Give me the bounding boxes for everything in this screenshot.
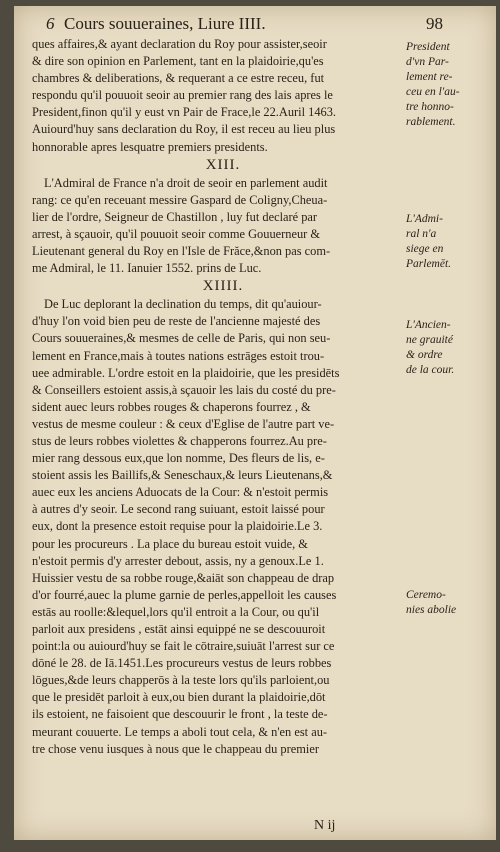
- section-heading-13: XIII.: [205, 156, 241, 173]
- section-heading-14: XIIII.: [202, 278, 244, 295]
- text-line: sident auec leurs robbes rouges & chaperons fourrez , &: [32, 399, 311, 414]
- folio-number: 98: [426, 14, 443, 33]
- text-line: De Luc deplorant la declination du temps, dit qu'auiour-: [44, 297, 322, 312]
- text-line: chambres & deliberations, & requerant a ce estre receu, fut: [32, 71, 325, 86]
- margin-line: ne grauité: [406, 334, 453, 346]
- page-number: 6: [46, 14, 55, 33]
- text-line: stoient assis les Baillifs,& Seneschaux,& leurs Lieutenans,&: [32, 468, 333, 483]
- text-line: & Conseillers estoient assis,à sçauoir les lais du costé du pre-: [32, 382, 336, 397]
- text-line: stus de leurs robbes violettes & chapperons fourrez.Au pre-: [32, 433, 327, 448]
- book-page: [14, 6, 496, 840]
- margin-line: de la cour.: [406, 364, 455, 376]
- margin-line: Parlemēt.: [406, 258, 452, 270]
- margin-line: Ceremo-: [406, 589, 446, 601]
- text-line: arrest, à sçauoir, qu'il pouuoit seoir comme Gouuerneur &: [32, 226, 321, 241]
- text-line: ils estoient, ne faisoient que descouurir le front , la teste de-: [32, 707, 328, 722]
- margin-line: siege en: [406, 243, 444, 255]
- signature-mark: N ij: [314, 818, 336, 833]
- text-line: pour les procureurs . La place du bureau estoit vuide, &: [32, 536, 308, 551]
- margin-line: d'vn Par-: [406, 56, 449, 68]
- paragraph-block-1: [32, 36, 414, 156]
- text-line: Auiourd'huy sans declaration du Roy, il est receu au lieu plus: [32, 122, 336, 137]
- text-line: auec eux les anciens Aduocats de la Cour: & n'estoit permis: [32, 485, 329, 500]
- text-line: lier de l'ordre, Seigneur de Chastillon , luy fut declaré par: [32, 209, 318, 224]
- text-line: respondu qu'il pouuoit seoir au premier rang des lais apres le: [32, 88, 333, 103]
- margin-line: tre honno-: [406, 101, 454, 113]
- margin-line: & ordre: [406, 349, 443, 361]
- margin-line: lement re-: [406, 71, 453, 83]
- text-line: à autres d'y seoir. Le second rang suiuant, estoit laissé pour: [32, 502, 325, 517]
- margin-note-ancient-order: [406, 318, 484, 378]
- text-line: honnorable apres lesquatre premiers presidents.: [32, 139, 268, 154]
- text-line: lement en France,mais à toutes nations estrāges estoit trou-: [32, 348, 325, 363]
- text-line: que le presidēt parloit à eux,ou bien durant la plaidoirie,dōt: [32, 690, 326, 705]
- text-line: Huissier vestu de sa robbe rouge,&aiāt son chappeau de drap: [32, 570, 335, 585]
- text-line: Cours souueraines,& mesmes de celle de Paris, qui non seu-: [32, 331, 331, 346]
- text-line: meurant couuerte. Le temps a aboli tout cela, & n'en est au-: [32, 724, 328, 739]
- text-line: d'or fourré,auec la plume garnie de perles,appelloit les causes: [32, 587, 337, 602]
- text-line: lōgues,&de leurs chapperōs à la teste lors qu'ils parloient,ou: [32, 673, 330, 688]
- margin-line: nies abolie: [406, 604, 457, 616]
- text-line: L'Admiral de France n'a droit de seoir en parlement audit: [44, 175, 328, 190]
- text-line: uee admirable. L'ordre estoit en la plaidoirie, que les presidēts: [32, 365, 340, 380]
- text-line: n'estoit permis d'y arrester debout, assis, ny a genoux.Le 1.: [32, 553, 324, 568]
- text-line: vestus de mesme couleur : & ceux d'Eglise de l'autre part ve-: [32, 416, 335, 431]
- text-line: eux, dont la presence estoit requise pour la plaidoirie.Le 3.: [32, 519, 323, 534]
- margin-note-president: [406, 40, 484, 130]
- text-line: point:la ou auiourd'huy se fait le cōtraire,suiuāt l'arrest sur ce: [32, 639, 335, 654]
- text-line: President,finon qu'il y eust vn Pair de Frace,le 22.Auril 1463.: [32, 105, 337, 120]
- margin-note-ceremonies: [406, 588, 484, 618]
- paragraph-block-3: [32, 296, 414, 758]
- running-title: Cours souueraines, Liure IIII.: [64, 14, 266, 33]
- margin-line: ceu en l'au-: [406, 86, 460, 98]
- margin-line: rablement.: [406, 116, 456, 128]
- text-line: dōné le 28. de Iā.1451.Les procureurs vestus de leurs robbes: [32, 656, 332, 671]
- margin-line: ral n'a: [406, 228, 437, 240]
- text-line: ques affaires,& ayant declaration du Roy pour assister,seoir: [32, 37, 327, 51]
- main-text: [32, 36, 414, 758]
- text-line: parloit aux presidens , estāt ainsi equippé ne se descouuroit: [32, 622, 326, 636]
- text-line: estās au roolle:&lequel,lors qu'il entroit a la Cour, ou qu'il: [32, 604, 320, 619]
- text-line: & dire son opinion en Parlement, tant en la plaidoirie,qu'es: [32, 54, 324, 69]
- margin-line: L'Admi-: [406, 213, 443, 225]
- text-line: tre chose venu iusques à nous que le chappeau du premier: [32, 741, 319, 756]
- margin-line: President: [406, 41, 450, 53]
- text-line: me Admiral, le 11. Ianuier 1552. prins de Luc.: [32, 261, 262, 276]
- text-line: mier rang dessous eux,que lon nomme, Des fleurs de lis, e-: [32, 451, 325, 466]
- text-line: d'huy l'on void bien peu de reste de l'ancienne majesté des: [32, 314, 321, 329]
- text-line: rang: ce qu'en receuant messire Gaspard de Coligny,Cheua-: [32, 192, 328, 207]
- text-line: Lieutenant general du Roy en l'Isle de Frăce,&non pas com-: [32, 244, 331, 259]
- margin-note-admiral: [406, 212, 484, 272]
- paragraph-block-2: [32, 175, 414, 278]
- margin-line: L'Ancien-: [406, 319, 451, 331]
